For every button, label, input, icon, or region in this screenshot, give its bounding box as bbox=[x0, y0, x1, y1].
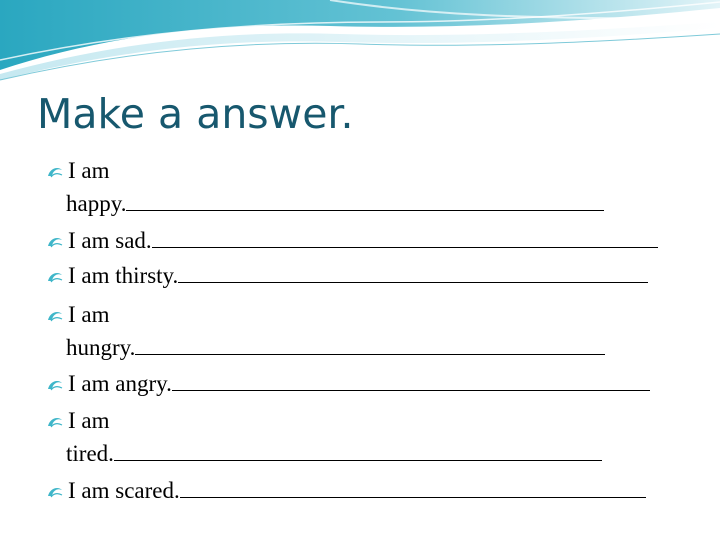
item-text: hungry. bbox=[66, 335, 136, 360]
item-lead: I am bbox=[68, 408, 110, 433]
swirl-bullet-icon bbox=[46, 414, 66, 430]
item-line bbox=[66, 335, 605, 361]
swirl-bullet-icon bbox=[46, 164, 66, 180]
item-line bbox=[68, 263, 648, 289]
item-lead: I am bbox=[68, 158, 110, 183]
answer-blank[interactable] bbox=[152, 228, 658, 248]
answer-blank[interactable] bbox=[172, 371, 650, 391]
swirl-bullet-icon bbox=[46, 234, 66, 250]
item-text: tired. bbox=[66, 441, 114, 466]
answer-blank[interactable] bbox=[114, 441, 602, 461]
answer-blank[interactable] bbox=[126, 191, 604, 211]
answer-blank[interactable] bbox=[178, 263, 648, 283]
slide-title: Make a answer. bbox=[37, 90, 354, 138]
item-lead: I am angry. bbox=[68, 371, 172, 396]
answer-blank[interactable] bbox=[135, 335, 605, 355]
item-line bbox=[66, 441, 602, 467]
item-lead: I am scared. bbox=[68, 478, 180, 503]
swirl-bullet-icon bbox=[46, 308, 66, 324]
item-lead: I am bbox=[68, 302, 110, 327]
swirl-bullet-icon bbox=[46, 269, 66, 285]
item-line bbox=[66, 191, 604, 217]
swirl-bullet-icon bbox=[46, 377, 66, 393]
item-line bbox=[68, 371, 650, 397]
item-lead: I am thirsty. bbox=[68, 263, 179, 288]
swirl-bullet-icon bbox=[46, 484, 66, 500]
item-text: happy. bbox=[66, 191, 127, 216]
item-line bbox=[68, 478, 646, 504]
item-lead: I am sad. bbox=[68, 228, 152, 253]
answer-blank[interactable] bbox=[180, 478, 646, 498]
item-line bbox=[68, 228, 658, 254]
